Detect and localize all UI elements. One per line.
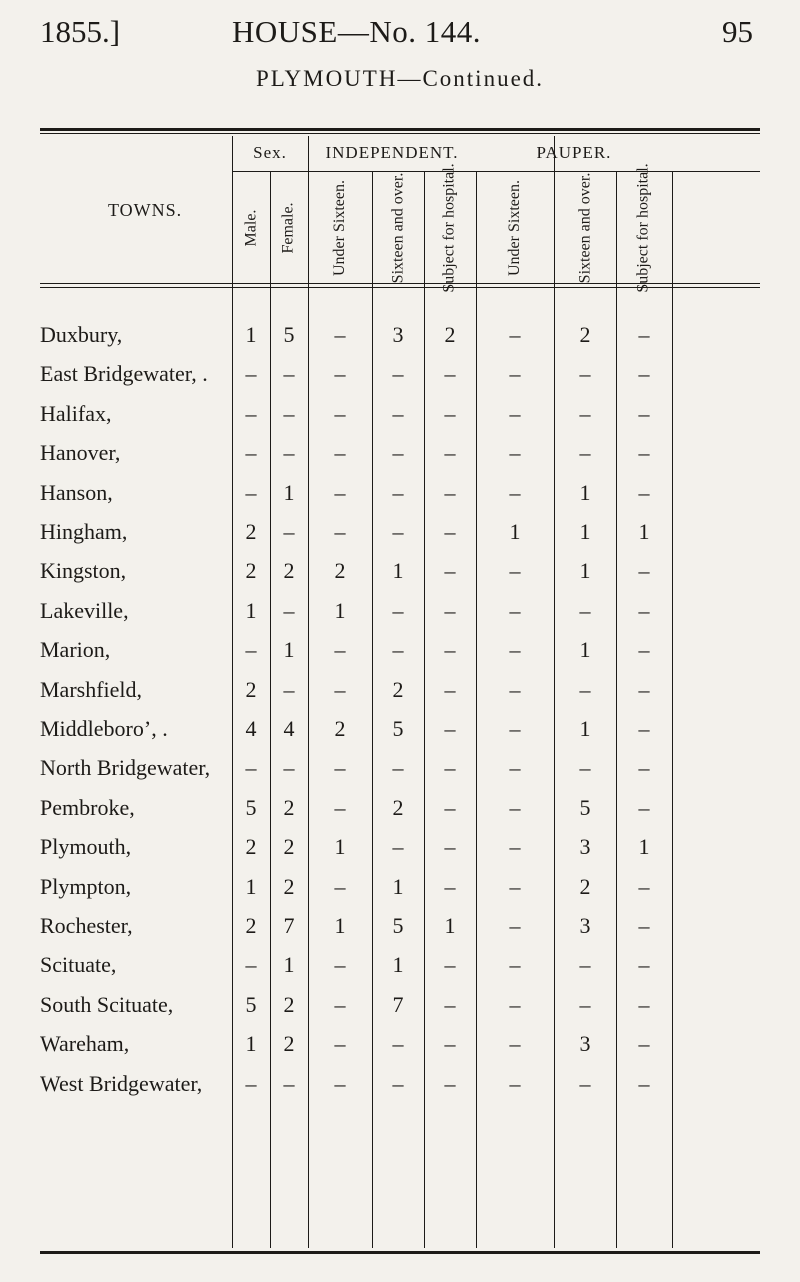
town-name: West Bridgewater, bbox=[40, 1070, 203, 1096]
table-cell: – bbox=[638, 479, 650, 505]
table-cell: – bbox=[444, 716, 456, 741]
table-cell: 3 bbox=[579, 1031, 591, 1057]
column-heading bbox=[379, 172, 417, 284]
table-cell: – bbox=[638, 873, 650, 899]
table-cell: – bbox=[638, 1031, 650, 1057]
table-cell: 1 bbox=[245, 322, 257, 347]
table-cell: – bbox=[444, 400, 456, 426]
table-cell: 5 bbox=[579, 794, 591, 820]
town-name: Lakeville, bbox=[40, 597, 129, 623]
table-cell: – bbox=[509, 913, 521, 938]
column-heading-label: Subject for hospital. bbox=[441, 163, 458, 293]
table-row bbox=[0, 795, 800, 835]
town-name: Scituate, bbox=[40, 952, 117, 978]
table-cell: – bbox=[283, 361, 295, 387]
table-cell: – bbox=[283, 519, 295, 544]
table-cell: – bbox=[638, 952, 650, 978]
table-cell: – bbox=[638, 361, 650, 387]
table-cell: 1 bbox=[392, 558, 404, 584]
table-cell: – bbox=[392, 440, 404, 466]
towns-column-heading: TOWNS. bbox=[108, 200, 183, 220]
table-cell: – bbox=[579, 991, 591, 1017]
table-cell: 5 bbox=[245, 991, 257, 1017]
table-cell: – bbox=[638, 597, 650, 623]
table-cell: 1 bbox=[245, 1031, 257, 1057]
table-row bbox=[0, 952, 800, 992]
table-cell: – bbox=[579, 361, 591, 387]
table-cell: 2 bbox=[444, 322, 456, 347]
table-cell: – bbox=[444, 597, 456, 623]
table-cell: – bbox=[638, 676, 650, 702]
table-row bbox=[0, 834, 800, 874]
table-cell: – bbox=[392, 1031, 404, 1057]
table-cell: – bbox=[444, 873, 456, 899]
town-name: Plympton, bbox=[40, 873, 132, 899]
table-cell: – bbox=[283, 597, 295, 623]
table-cell: – bbox=[334, 991, 346, 1017]
town-name: Middleboro’, . bbox=[40, 716, 168, 741]
column-heading-label: Male. bbox=[242, 209, 259, 247]
town-name: Rochester, bbox=[40, 913, 133, 938]
table-cell: 2 bbox=[245, 913, 257, 938]
town-name: Marion, bbox=[40, 637, 111, 663]
table-cell: 2 bbox=[245, 519, 257, 544]
table-cell: – bbox=[334, 519, 346, 544]
table-cell: – bbox=[509, 1070, 521, 1096]
table-cell: 2 bbox=[334, 716, 346, 741]
town-name: Duxbury, bbox=[40, 322, 123, 347]
table-cell: – bbox=[509, 834, 521, 860]
table-cell: 4 bbox=[245, 716, 257, 741]
town-name: Plymouth, bbox=[40, 834, 132, 860]
group-heading: INDEPENDENT. bbox=[325, 143, 459, 162]
table-cell: 2 bbox=[245, 676, 257, 702]
table-cell: – bbox=[579, 755, 591, 781]
table-row bbox=[0, 716, 800, 756]
table-cell: 2 bbox=[283, 834, 295, 860]
table-cell: 4 bbox=[283, 716, 295, 741]
table-cell: 1 bbox=[509, 519, 521, 544]
table-cell: 5 bbox=[283, 322, 295, 347]
table-row bbox=[0, 677, 800, 717]
table-cell: – bbox=[334, 952, 346, 978]
table-cell: – bbox=[638, 1070, 650, 1096]
table-cell: – bbox=[509, 873, 521, 899]
table-cell: – bbox=[509, 637, 521, 663]
bottom-rule bbox=[40, 1251, 760, 1254]
column-heading-label: Sixteen and over. bbox=[576, 172, 594, 284]
table-cell: – bbox=[509, 755, 521, 781]
table-cell: – bbox=[579, 676, 591, 702]
table-row bbox=[0, 361, 800, 401]
column-heading-label: Under Sixteen. bbox=[506, 180, 524, 276]
table-cell: – bbox=[509, 322, 521, 347]
table-cell: 2 bbox=[334, 558, 346, 584]
town-name: Wareham, bbox=[40, 1031, 130, 1057]
town-name: North Bridgewater, bbox=[40, 755, 211, 781]
column-heading bbox=[566, 172, 604, 284]
town-name: South Scituate, bbox=[40, 991, 174, 1017]
table-cell: – bbox=[638, 558, 650, 584]
column-heading bbox=[431, 163, 469, 293]
table-cell: – bbox=[444, 794, 456, 820]
table-cell: – bbox=[509, 558, 521, 584]
table-cell: – bbox=[245, 637, 257, 663]
table-cell: – bbox=[509, 676, 521, 702]
town-name: Hingham, bbox=[40, 519, 128, 544]
table-cell: 2 bbox=[392, 676, 404, 702]
table-cell: – bbox=[638, 755, 650, 781]
table-cell: – bbox=[444, 755, 456, 781]
table-cell: – bbox=[334, 400, 346, 426]
table-cell: – bbox=[392, 519, 404, 544]
table-cell: – bbox=[579, 440, 591, 466]
table-cell: 1 bbox=[334, 913, 346, 938]
table-cell: 1 bbox=[245, 873, 257, 899]
table-cell: – bbox=[444, 440, 456, 466]
table-cell: – bbox=[638, 637, 650, 663]
table-row bbox=[0, 755, 800, 795]
table-cell: – bbox=[444, 637, 456, 663]
table-cell: – bbox=[245, 440, 257, 466]
table-cell: – bbox=[579, 952, 591, 978]
table-row bbox=[0, 874, 800, 914]
top-rule bbox=[40, 128, 760, 131]
table-cell: – bbox=[392, 400, 404, 426]
page-header bbox=[0, 14, 800, 54]
table-cell: 3 bbox=[392, 322, 404, 347]
table-row bbox=[0, 440, 800, 480]
table-cell: – bbox=[392, 479, 404, 505]
table-cell: 1 bbox=[392, 873, 404, 899]
table-cell: – bbox=[509, 400, 521, 426]
table-cell: 1 bbox=[579, 479, 591, 505]
table-cell: – bbox=[283, 400, 295, 426]
table-cell: – bbox=[444, 991, 456, 1017]
table-row bbox=[0, 519, 800, 559]
table-cell: – bbox=[509, 479, 521, 505]
table-cell: 2 bbox=[392, 794, 404, 820]
table-cell: – bbox=[444, 361, 456, 387]
county-subtitle: PLYMOUTH—Continued. bbox=[255, 66, 545, 91]
table-cell: – bbox=[245, 952, 257, 978]
table-cell: – bbox=[283, 1070, 295, 1096]
table-cell: – bbox=[245, 755, 257, 781]
table-row bbox=[0, 598, 800, 638]
column-heading-label: Subject for hospital. bbox=[635, 163, 652, 293]
table-cell: – bbox=[509, 794, 521, 820]
table-cell: – bbox=[283, 755, 295, 781]
table-cell: 1 bbox=[245, 597, 257, 623]
table-cell: 2 bbox=[245, 558, 257, 584]
page-number: 95 bbox=[722, 14, 753, 49]
group-heading: Sex. bbox=[253, 143, 287, 162]
table-row bbox=[0, 480, 800, 520]
table-row bbox=[0, 1071, 800, 1111]
town-name: Hanover, bbox=[40, 440, 121, 466]
column-heading bbox=[625, 163, 663, 293]
town-name: Halifax, bbox=[40, 400, 112, 426]
table-cell: – bbox=[509, 991, 521, 1017]
table-cell: 2 bbox=[283, 991, 295, 1017]
table-cell: – bbox=[392, 834, 404, 860]
table-cell: 1 bbox=[579, 519, 591, 544]
table-cell: – bbox=[245, 1070, 257, 1096]
column-heading bbox=[496, 176, 534, 280]
page-year: 1855.] bbox=[40, 14, 121, 49]
table-cell: 5 bbox=[245, 794, 257, 820]
table-cell: – bbox=[579, 1070, 591, 1096]
table-cell: – bbox=[638, 794, 650, 820]
town-name: Pembroke, bbox=[40, 794, 135, 820]
table-cell: 3 bbox=[579, 834, 591, 860]
table-cell: – bbox=[334, 1070, 346, 1096]
column-heading-label: Under Sixteen. bbox=[331, 180, 349, 276]
table-cell: – bbox=[444, 1070, 456, 1096]
table-row bbox=[0, 322, 800, 362]
table-cell: 1 bbox=[579, 637, 591, 663]
table-cell: 7 bbox=[283, 913, 295, 938]
column-heading bbox=[270, 176, 308, 280]
table-cell: – bbox=[444, 676, 456, 702]
table-row bbox=[0, 558, 800, 598]
table-cell: – bbox=[509, 361, 521, 387]
table-cell: – bbox=[245, 479, 257, 505]
table-cell: – bbox=[334, 479, 346, 505]
table-cell: 7 bbox=[392, 991, 404, 1017]
table-cell: 3 bbox=[579, 913, 591, 938]
table-cell: – bbox=[444, 479, 456, 505]
table-cell: – bbox=[509, 952, 521, 978]
table-cell: 1 bbox=[638, 834, 650, 860]
table-row bbox=[0, 637, 800, 677]
table-cell: 1 bbox=[283, 637, 295, 663]
table-cell: 1 bbox=[638, 519, 650, 544]
table-cell: – bbox=[392, 361, 404, 387]
table-cell: – bbox=[638, 913, 650, 938]
table-cell: – bbox=[334, 676, 346, 702]
table-cell: – bbox=[245, 361, 257, 387]
table-cell: – bbox=[638, 440, 650, 466]
table-cell: – bbox=[392, 1070, 404, 1096]
table-cell: 2 bbox=[245, 834, 257, 860]
table-cell: 2 bbox=[579, 873, 591, 899]
table-cell: – bbox=[283, 440, 295, 466]
town-name: East Bridgewater, . bbox=[40, 361, 208, 387]
table-cell: – bbox=[334, 873, 346, 899]
table-cell: – bbox=[509, 716, 521, 741]
table-row bbox=[0, 1031, 800, 1071]
table-cell: – bbox=[392, 637, 404, 663]
table-cell: – bbox=[509, 440, 521, 466]
table-cell: – bbox=[444, 519, 456, 544]
table-cell: – bbox=[638, 991, 650, 1017]
column-heading bbox=[232, 176, 270, 280]
table-cell: – bbox=[245, 400, 257, 426]
table-cell: – bbox=[638, 400, 650, 426]
group-heading: PAUPER. bbox=[536, 143, 612, 162]
column-heading bbox=[321, 176, 359, 280]
table-cell: – bbox=[392, 597, 404, 623]
town-name: Kingston, bbox=[40, 558, 127, 584]
table-cell: – bbox=[334, 1031, 346, 1057]
table-cell: 1 bbox=[579, 558, 591, 584]
table-cell: 1 bbox=[283, 952, 295, 978]
table-cell: 1 bbox=[283, 479, 295, 505]
table-cell: – bbox=[334, 794, 346, 820]
group-heading-rule bbox=[232, 171, 760, 172]
table-cell: 1 bbox=[579, 716, 591, 741]
table-cell: – bbox=[638, 716, 650, 741]
table-cell: 5 bbox=[392, 913, 404, 938]
table-cell: 2 bbox=[283, 873, 295, 899]
table-cell: 1 bbox=[334, 834, 346, 860]
column-heading-label: Female. bbox=[280, 202, 297, 254]
table-cell: – bbox=[638, 322, 650, 347]
table-cell: 1 bbox=[444, 913, 456, 938]
table-cell: 2 bbox=[579, 322, 591, 347]
table-cell: 2 bbox=[283, 794, 295, 820]
table-cell: 1 bbox=[334, 597, 346, 623]
column-heading-label: Sixteen and over. bbox=[389, 172, 407, 284]
table-cell: – bbox=[509, 597, 521, 623]
table-cell: – bbox=[579, 400, 591, 426]
table-cell: – bbox=[444, 558, 456, 584]
table-cell: – bbox=[334, 322, 346, 347]
table-row bbox=[0, 401, 800, 441]
table-cell: 5 bbox=[392, 716, 404, 741]
town-name: Marshfield, bbox=[40, 676, 143, 702]
table-cell: – bbox=[334, 755, 346, 781]
table-row bbox=[0, 913, 800, 953]
table-cell: – bbox=[283, 676, 295, 702]
top-rule-thin bbox=[40, 133, 760, 134]
table-cell: – bbox=[334, 440, 346, 466]
table-cell: – bbox=[334, 361, 346, 387]
table-cell: 2 bbox=[283, 558, 295, 584]
table-cell: – bbox=[444, 834, 456, 860]
table-cell: – bbox=[392, 755, 404, 781]
document-title: HOUSE—No. 144. bbox=[232, 14, 481, 49]
table-cell: – bbox=[444, 952, 456, 978]
table-cell: – bbox=[579, 597, 591, 623]
table-cell: – bbox=[444, 1031, 456, 1057]
table-cell: – bbox=[334, 637, 346, 663]
town-name: Hanson, bbox=[40, 479, 113, 505]
table-row bbox=[0, 992, 800, 1032]
table-cell: 1 bbox=[392, 952, 404, 978]
table-cell: – bbox=[509, 1031, 521, 1057]
table-cell: 2 bbox=[283, 1031, 295, 1057]
